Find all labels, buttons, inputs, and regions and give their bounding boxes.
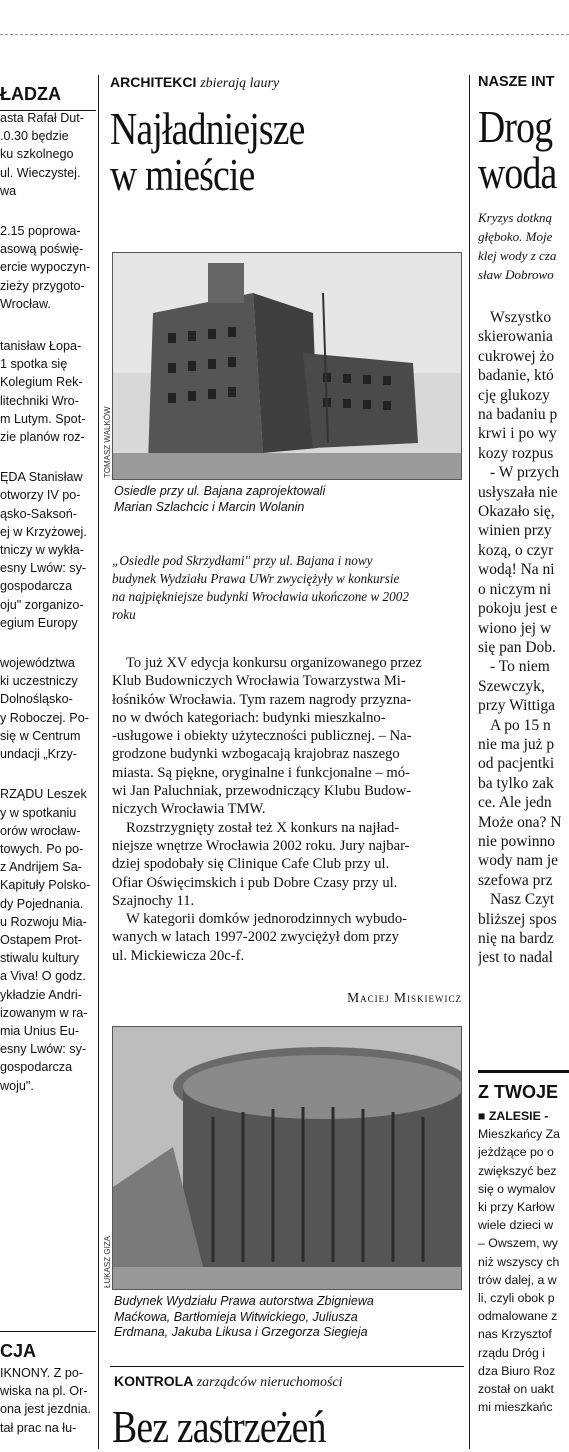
body-line: Klub Budowniczych Wrocławia Towarzystwa Mi- bbox=[112, 673, 406, 690]
right-bottom-line: ki przy Karłow bbox=[478, 1200, 555, 1215]
photo-law-faculty bbox=[112, 1026, 462, 1290]
body-line: ul. Mickiewicza 20c-f. bbox=[112, 947, 245, 964]
left-paragraph bbox=[0, 337, 96, 446]
left-column-text bbox=[0, 109, 96, 1095]
law-faculty-illustration bbox=[113, 1027, 461, 1289]
column-divider-right bbox=[469, 75, 470, 1449]
body-line: dziej spodobały się Clinique Cafe Club przy ul. bbox=[112, 856, 390, 873]
body-line: -usługowe i obiekty użyteczności publicznej. – Na- bbox=[112, 728, 412, 745]
lead-line: roku bbox=[112, 607, 136, 622]
right-lead-line: klej wody z cza bbox=[478, 248, 557, 263]
right-bottom-line: niż wszyscy ch bbox=[478, 1254, 560, 1269]
right-body-line: winien przy bbox=[478, 522, 552, 540]
right-bottom-first-text: ZALESIE - bbox=[488, 1109, 549, 1123]
caption-line: Osiedle przy ul. Bajana zaprojektowali bbox=[114, 484, 326, 498]
column-divider-left bbox=[98, 75, 99, 1449]
caption-line: Maćkowa, Bartłomieja Witwickiego, Juliusza bbox=[114, 1309, 358, 1324]
right-body-line: wodą! Na ni bbox=[478, 561, 555, 579]
right-body-line: się pan Dob. bbox=[478, 638, 556, 656]
body-line: Rozstrzygnięty został też X konkurs na najład- bbox=[126, 819, 400, 836]
photo1-credit: TOMASZ WALKÓW bbox=[103, 406, 112, 478]
left-line: ul. Wieczystej. bbox=[0, 165, 81, 180]
right-headline-line: woda bbox=[478, 147, 557, 198]
left-line: gospodarcza bbox=[0, 1060, 73, 1075]
lead-line: budynek Wydziału Prawa UWr zwyciężyły w konkursie bbox=[112, 571, 400, 586]
right-body-line: krwi i po wy bbox=[478, 425, 557, 443]
body-line: niczych Wrocławia TMW. bbox=[112, 801, 266, 818]
right-body-line: wody nam je bbox=[478, 852, 559, 870]
next-kicker-italic: zarządców nieruchomości bbox=[196, 1375, 343, 1390]
left-paragraph bbox=[0, 785, 96, 1094]
right-bottom-line: został on uakt bbox=[478, 1382, 554, 1397]
right-body-line: ba tylko zak bbox=[478, 774, 554, 792]
left-line: ykładzie Andri- bbox=[0, 987, 82, 1002]
left-line: egium Europy bbox=[0, 615, 78, 630]
right-body-line: przy Wittiga bbox=[478, 697, 556, 715]
right-column-title: NASZE INT bbox=[478, 74, 555, 90]
left-line: izowanym w ra- bbox=[0, 1005, 88, 1020]
right-bottom-line: wiele dzieci w bbox=[478, 1218, 554, 1233]
next-article-headline: Bez zastrzeżeń bbox=[112, 1401, 326, 1452]
left-bottom-rule bbox=[0, 1331, 96, 1332]
left-line: towych. Po po- bbox=[0, 841, 84, 856]
right-body-line: wiono jej w bbox=[478, 619, 552, 637]
right-bottom-line: dza Biuro Roz bbox=[478, 1363, 556, 1378]
left-bottom-line: wiska na pl. Or- bbox=[0, 1384, 88, 1399]
left-paragraph bbox=[0, 468, 96, 632]
left-line: y Roboczej. Po- bbox=[0, 710, 89, 725]
next-article-kicker bbox=[114, 1373, 343, 1391]
square-bullet-icon: ■ bbox=[478, 1109, 489, 1123]
left-line: zie planów roz- bbox=[0, 430, 85, 445]
left-line: ku szkolnego bbox=[0, 147, 74, 162]
right-body-line: Nasz Czyt bbox=[490, 891, 555, 909]
top-cut-line bbox=[0, 34, 569, 35]
right-body-line: - W przych bbox=[490, 464, 560, 482]
lead-line: na najpiękniejsze budynki Wrocławia ukończone w 2002 bbox=[112, 589, 409, 604]
left-paragraph bbox=[0, 109, 96, 200]
left-title-rule bbox=[0, 110, 96, 111]
left-line: ercie wypoczyn- bbox=[0, 260, 91, 275]
left-line: ej w Krzyżowej. bbox=[0, 524, 87, 539]
article-author: Maciej Miskiewicz bbox=[347, 990, 462, 1005]
body-line: łośników Wrocławia. Tym razem nagrody przyzna- bbox=[112, 691, 412, 708]
left-line: 2.15 poprowa- bbox=[0, 224, 81, 239]
right-body-line: Okazało się, bbox=[478, 503, 555, 521]
photo2-credit: ŁUKASZ GIZA bbox=[103, 1235, 112, 1288]
left-line: ĘDA Stanisław bbox=[0, 470, 83, 485]
left-line: wa bbox=[0, 183, 17, 198]
right-body-line: na badaniu p bbox=[478, 406, 558, 424]
left-line: asową poświę- bbox=[0, 242, 84, 257]
right-body bbox=[478, 308, 569, 968]
left-line: ąsko-Saksoń- bbox=[0, 506, 77, 521]
right-bottom-line: się o wymalov bbox=[478, 1181, 556, 1196]
right-body-line: cukrowej żo bbox=[478, 347, 555, 365]
kicker-italic: zbierają laury bbox=[200, 76, 280, 91]
kicker-bold: ARCHITEKCI bbox=[110, 74, 197, 90]
left-line: tanisław Łopa- bbox=[0, 339, 82, 354]
left-bottom-line: IKNONY. Z po- bbox=[0, 1366, 84, 1380]
article-lead bbox=[112, 552, 462, 624]
right-bottom-first bbox=[478, 1107, 569, 1125]
right-bottom-line: trów dalej, a w bbox=[478, 1272, 557, 1287]
left-line: stiwalu kultury bbox=[0, 951, 80, 966]
left-line: mia Unius Eu- bbox=[0, 1023, 80, 1038]
left-line: esny Lwów: sy- bbox=[0, 561, 87, 576]
right-bottom-line: rządu Dróg i bbox=[478, 1345, 545, 1360]
left-line: y w spotkaniu bbox=[0, 805, 77, 820]
left-line: undacji „Krzy- bbox=[0, 747, 77, 762]
caption-line: Budynek Wydziału Prawa autorstwa Zbigniewa bbox=[114, 1294, 374, 1308]
right-bottom-title: Z TWOJE bbox=[478, 1082, 558, 1102]
right-body-line: Może ona? N bbox=[478, 813, 562, 831]
left-bottom-text bbox=[0, 1364, 96, 1437]
left-line: ki uczestniczy bbox=[0, 674, 78, 689]
left-line: z Andrijem Sa- bbox=[0, 860, 82, 875]
body-line: niejsze wnętrze Wrocławia 2002 roku. Jury najbar- bbox=[112, 837, 410, 854]
right-lead-line: sław Dobrowo bbox=[478, 267, 554, 282]
left-line: Kapituły Polsko- bbox=[0, 878, 91, 893]
right-bottom-line: jeżdżące po o bbox=[478, 1145, 554, 1160]
left-line: Dolnośląsko- bbox=[0, 692, 73, 707]
body-line: miasta. Są piękne, oryginalne i funkcjonalne – mó- bbox=[112, 764, 410, 781]
left-line: .0.30 będzie bbox=[0, 129, 69, 144]
right-bottom-block bbox=[478, 1070, 569, 1449]
left-line: się w Centrum bbox=[0, 728, 81, 743]
right-body-line: Wszystko bbox=[490, 309, 552, 326]
left-line: zieży przygoto- bbox=[0, 278, 85, 293]
body-line: W kategorii domków jednorodzinnych wybudo- bbox=[126, 911, 408, 928]
photo-housing-estate bbox=[112, 252, 462, 480]
left-bottom-title: CJA bbox=[0, 1341, 37, 1361]
headline-line: w mieście bbox=[110, 149, 255, 200]
left-line: asta Rafał Dut- bbox=[0, 111, 84, 125]
left-paragraph bbox=[0, 222, 96, 313]
body-line: To już XV edycja konkursu organizowanego przez bbox=[126, 655, 422, 671]
body-line: wi Jan Paluchniak, przewodniczący Klubu Budow- bbox=[112, 783, 412, 800]
left-bottom-block bbox=[0, 1331, 96, 1449]
right-body-line: Szewczyk, bbox=[478, 677, 545, 695]
left-line: litechniki Wro- bbox=[0, 393, 79, 408]
right-lead-line: głęboko. Moje bbox=[478, 229, 553, 244]
right-body-line: bliższej spos bbox=[478, 910, 557, 928]
article-body bbox=[112, 654, 464, 965]
left-bottom-line: ona jest jezdnia. bbox=[0, 1402, 92, 1417]
left-column-title: ŁADZA bbox=[0, 84, 61, 104]
left-line: województwa bbox=[0, 656, 75, 671]
left-line: Wrocław. bbox=[0, 296, 51, 311]
right-body-line: nię na bardz bbox=[478, 930, 554, 947]
left-line: RZĄDU Leszek bbox=[0, 787, 87, 802]
left-line: m Lutym. Spot- bbox=[0, 411, 86, 426]
left-line: gospodarcza bbox=[0, 579, 73, 594]
right-bottom-line: odmalowane z bbox=[478, 1309, 558, 1324]
left-line: Kolegium Rek- bbox=[0, 375, 83, 390]
right-body-line: od pacjentki bbox=[478, 755, 555, 773]
left-line: otworzy IV po- bbox=[0, 488, 81, 503]
next-kicker-bold: KONTROLA bbox=[114, 1373, 193, 1389]
body-line: no w dwóch kategoriach: budynki mieszkalno- bbox=[112, 709, 386, 726]
right-body-line: badanie, któ bbox=[478, 367, 554, 385]
housing-estate-illustration bbox=[113, 253, 461, 479]
left-line: dy Pojednania. bbox=[0, 896, 84, 911]
caption-line: Marian Szlachcic i Marcin Wolanin bbox=[114, 499, 305, 514]
left-line: u Rozwoju Mia- bbox=[0, 914, 87, 929]
left-line: a Viva! O godz. bbox=[0, 969, 86, 984]
right-body-line: ce. Ale jedn bbox=[478, 794, 552, 812]
right-lead-line: Kryzys dotkną bbox=[478, 210, 553, 225]
article-headline bbox=[110, 103, 399, 200]
body-line: wanych w latach 1997-2002 zwyciężył dom przy bbox=[112, 929, 399, 946]
right-bottom-line: mi mieszkańc bbox=[478, 1400, 553, 1415]
article-kicker bbox=[110, 74, 462, 92]
left-column bbox=[0, 76, 96, 1449]
right-body-line: jest to nadal bbox=[478, 949, 553, 967]
photo2-caption bbox=[114, 1294, 460, 1341]
body-line: grodzone budynki wzbogacają krajobraz naszego bbox=[112, 746, 400, 763]
right-body-line: kozy rozpus bbox=[478, 444, 554, 462]
right-headline-line: Drog bbox=[478, 101, 553, 152]
headline-line: Najładniejsze bbox=[110, 103, 305, 154]
photo1-caption bbox=[114, 484, 460, 515]
right-body-line: nie powinno bbox=[478, 832, 556, 850]
right-body-line: szefowa prz bbox=[478, 871, 553, 889]
next-article-rule bbox=[110, 1366, 464, 1367]
lead-line: „Osiedle pod Skrzydłami" przy ul. Bajana i nowy bbox=[112, 553, 373, 568]
left-line: oju" zorganizo- bbox=[0, 597, 84, 612]
right-body-line: o niczym ni bbox=[478, 580, 552, 598]
right-bottom-line: li, czyli obok p bbox=[478, 1291, 555, 1306]
left-line: 1 spotka się bbox=[0, 357, 68, 372]
left-line: tniczy w wykła- bbox=[0, 543, 84, 558]
right-body-line: kozą, o czyr bbox=[478, 541, 554, 559]
body-line: Szajnochy 11. bbox=[112, 892, 195, 909]
body-line: Ofiar Oświęcimskich i pub Dobre Czasy przy ul. bbox=[112, 874, 398, 891]
right-lead bbox=[478, 208, 569, 284]
right-body-line: - To niem bbox=[490, 658, 550, 676]
left-line: esny Lwów: sy- bbox=[0, 1042, 87, 1057]
right-body-line: usłyszała nie bbox=[478, 483, 558, 501]
right-headline bbox=[478, 101, 557, 198]
right-body-line: nie ma już p bbox=[478, 735, 555, 753]
right-bottom-line: zwiększyć bez bbox=[478, 1163, 557, 1178]
right-bottom-rule bbox=[478, 1070, 569, 1073]
left-paragraph bbox=[0, 654, 96, 763]
left-bottom-line: tał prac na łu- bbox=[0, 1420, 77, 1435]
right-body-line: pokoju jest e bbox=[478, 600, 558, 618]
left-line: Ostapem Prot- bbox=[0, 932, 82, 947]
right-body-line: A po 15 n bbox=[490, 716, 551, 734]
left-line: woju". bbox=[0, 1078, 34, 1093]
right-bottom-line: nas Krzysztof bbox=[478, 1327, 552, 1342]
right-body-line: cję glukozy bbox=[478, 386, 550, 404]
right-bottom-line: Mieszkańcy Za bbox=[478, 1127, 561, 1142]
right-body-line: skierowania bbox=[478, 328, 553, 346]
left-line: orów wrocław- bbox=[0, 823, 81, 838]
right-bottom-line: – Owszem, wy bbox=[478, 1236, 558, 1251]
caption-line: Erdmana, Jakuba Likusa i Grzegorza Siegieja bbox=[114, 1325, 368, 1339]
right-bottom-text bbox=[478, 1125, 569, 1416]
